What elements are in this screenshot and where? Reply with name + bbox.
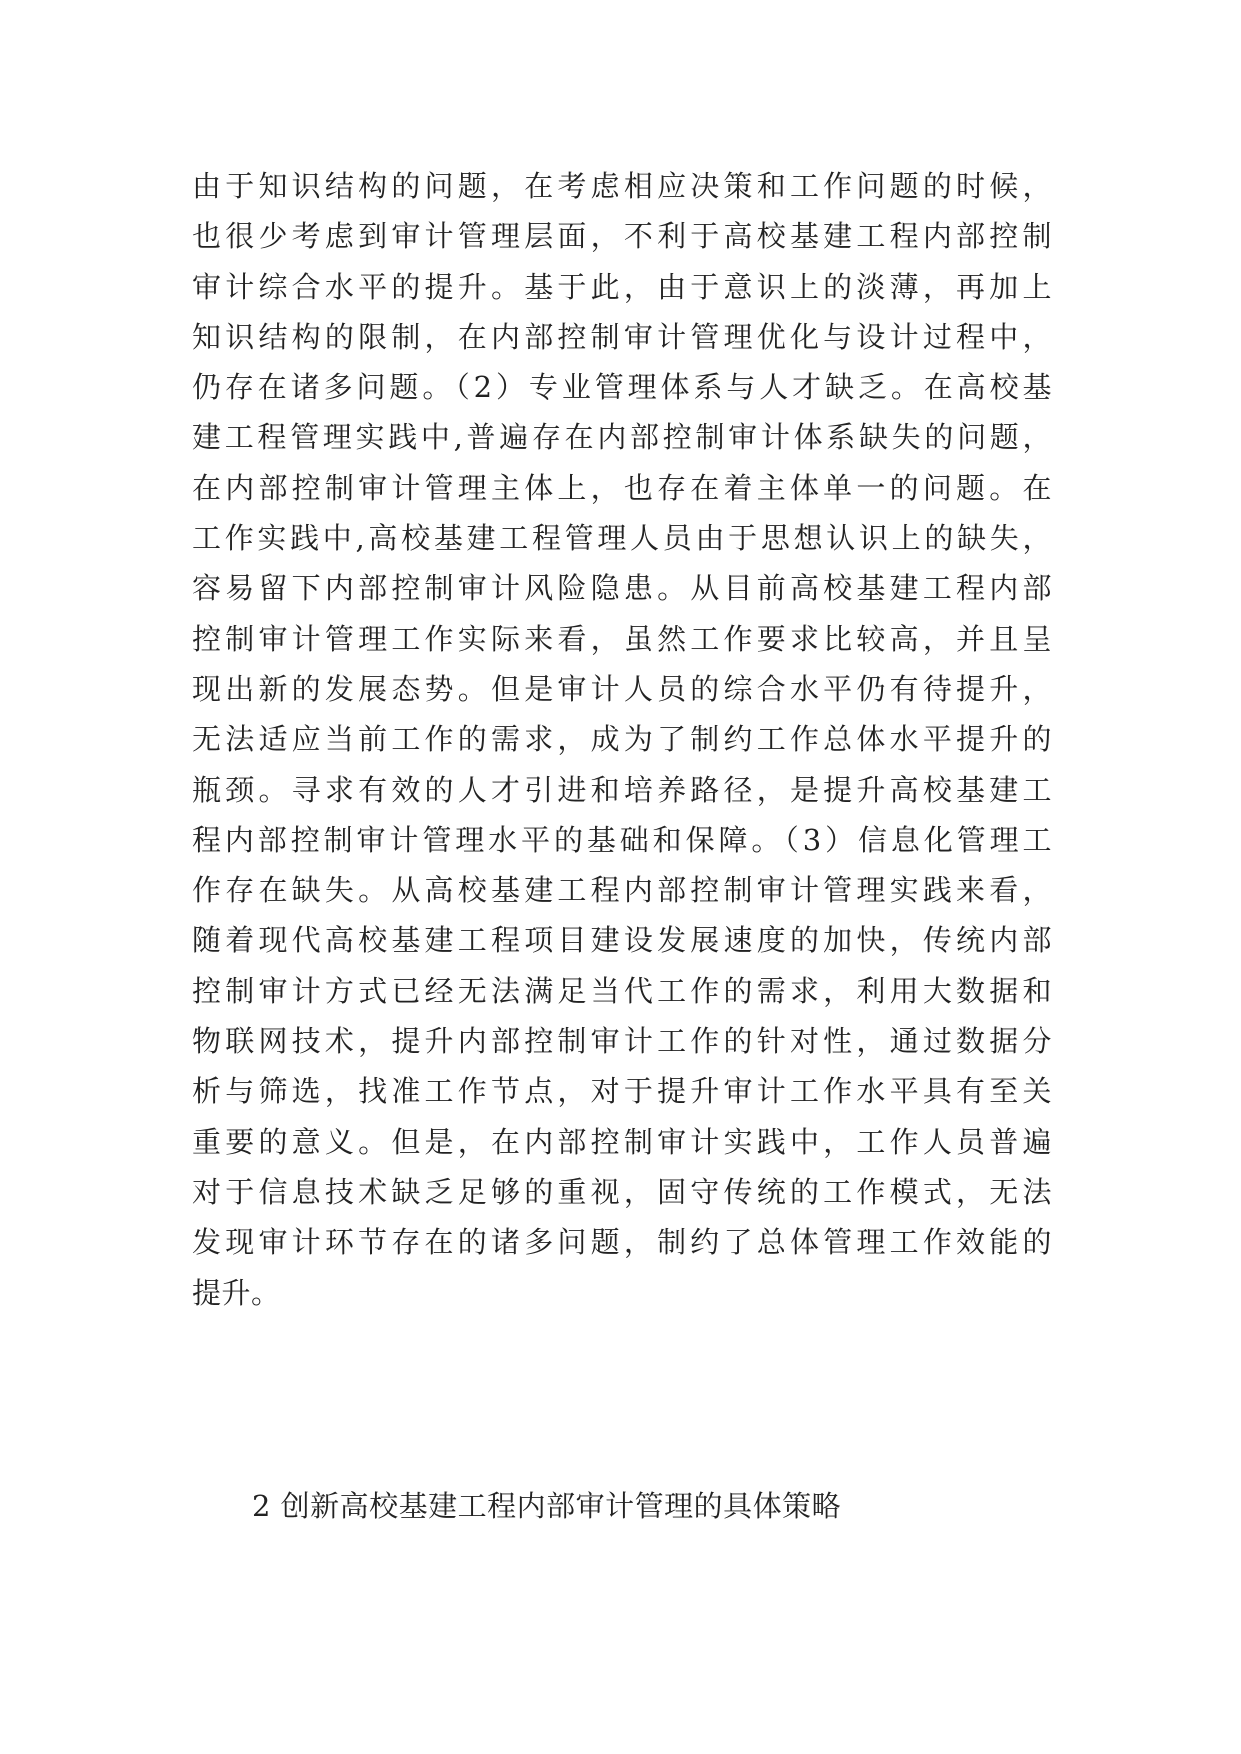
paragraph-line: 程内部控制审计管理水平的基础和保障。（3）信息化管理工: [192, 822, 1052, 857]
paragraph-line: 也很少考虑到审计管理层面，不利于高校基建工程内部控制: [192, 219, 1052, 254]
paragraph-line: 重要的意义。但是，在内部控制审计实践中，工作人员普遍: [192, 1124, 1052, 1159]
paragraph-line: 由于知识结构的问题，在考虑相应决策和工作问题的时候，: [192, 169, 1052, 203]
paragraph-line: 发现审计环节存在的诸多问题，制约了总体管理工作效能的: [192, 1225, 1052, 1260]
paragraph-line: 知识结构的限制，在内部控制审计管理优化与设计过程中，: [192, 319, 1052, 354]
paragraph-line: 容易留下内部控制审计风险隐患。从目前高校基建工程内部: [192, 571, 1052, 606]
paragraph-line: 物联网技术，提升内部控制审计工作的针对性，通过数据分: [192, 1024, 1052, 1059]
paragraph-line: 审计综合水平的提升。基于此，由于意识上的淡薄，再加上: [192, 269, 1052, 304]
paragraph-line: 无法适应当前工作的需求，成为了制约工作总体水平提升的: [192, 722, 1052, 757]
paragraph-line: 现出新的发展态势。但是审计人员的综合水平仍有待提升，: [192, 671, 1052, 706]
paragraph-line: 工作实践中,高校基建工程管理人员由于思想认识上的缺失，: [192, 521, 1052, 556]
paragraph-line: 对于信息技术缺乏足够的重视，固守传统的工作模式，无法: [192, 1174, 1052, 1209]
paragraph-line: 控制审计方式已经无法满足当代工作的需求，利用大数据和: [192, 973, 1052, 1008]
paragraph-line: 瓶颈。寻求有效的人才引进和培养路径，是提升高校基建工: [192, 772, 1052, 807]
paragraph-line: 在内部控制审计管理主体上，也存在着主体单一的问题。在: [192, 470, 1052, 505]
section-heading: 2 创新高校基建工程内部审计管理的具体策略: [252, 1489, 842, 1523]
body-paragraph: [192, 161, 1052, 1318]
paragraph-line: 随着现代高校基建工程项目建设发展速度的加快，传统内部: [192, 923, 1052, 958]
paragraph-line: 建工程管理实践中,普遍存在内部控制审计体系缺失的问题，: [192, 420, 1052, 455]
paragraph-line: 提升。: [192, 1275, 281, 1310]
paragraph-line: 作存在缺失。从高校基建工程内部控制审计管理实践来看，: [192, 873, 1052, 908]
paragraph-line: 析与筛选，找准工作节点，对于提升审计工作水平具有至关: [192, 1074, 1052, 1109]
paragraph-line: 仍存在诸多问题。（2）专业管理体系与人才缺乏。在高校基: [192, 370, 1052, 405]
paragraph-line: 控制审计管理工作实际来看，虽然工作要求比较高，并且呈: [192, 621, 1052, 656]
